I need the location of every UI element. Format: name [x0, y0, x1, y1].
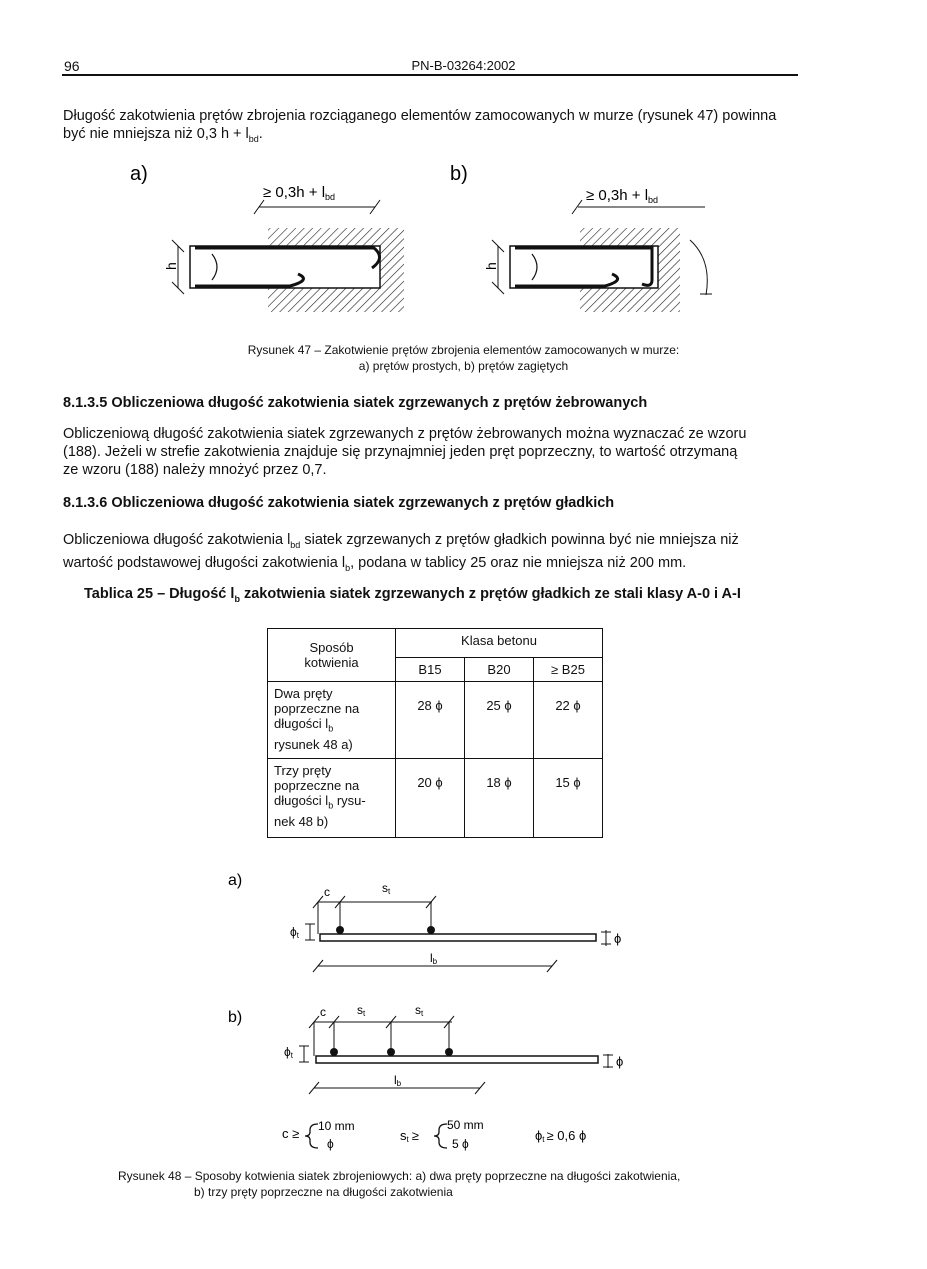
table-row — [268, 682, 603, 759]
fig48b-s-label-2: st — [415, 1003, 424, 1018]
fig48a-s-label: st — [382, 881, 391, 896]
fig48-label-b: b) — [228, 1009, 243, 1026]
table-25 — [267, 628, 603, 838]
section-8135-body — [63, 425, 833, 479]
fig47-caption-line-1: Rysunek 47 – Zakotwienie prętów zbrojenia elementów zamocowanych w murze: — [247, 343, 680, 357]
row1-b25: 22 ϕ — [534, 682, 603, 759]
row1-b20: 25 ϕ — [465, 682, 534, 759]
row2-b15: 20 ϕ — [396, 759, 465, 838]
section-8136-heading: 8.1.3.6 Obliczeniowa długość zakotwienia siatek zgrzewanych z prętów gładkich — [63, 495, 615, 511]
fig47-label-b: b) — [450, 163, 468, 185]
fig48-caption-line-2: b) trzy pręty poprzeczne na długości zakotwienia — [194, 1185, 453, 1199]
cond-c-bottom: ϕ — [327, 1137, 334, 1151]
fig47a-h-label: h — [163, 262, 179, 270]
fig48b-drawing — [284, 1003, 623, 1094]
row2-b25: 15 ϕ — [534, 759, 603, 838]
fig48b-s-label-1: st — [357, 1003, 366, 1018]
header-rule — [62, 74, 798, 76]
fig48a-phi: ϕ — [614, 931, 622, 946]
fig48b-lb: lb — [394, 1073, 402, 1088]
table-25-title: Tablica 25 – Długość $l_b$ zakotwienia siatek zgrzewanych z prętów gładkich ze stali klasy A-0 i A-I — [84, 586, 741, 604]
table-row — [268, 759, 603, 838]
section-8136-body — [63, 531, 833, 577]
fig48b-phi: ϕ — [616, 1054, 624, 1069]
intro-line-2: być nie mniejsza niż 0,3 $h + l_{bd}$. — [63, 126, 263, 144]
section-8136-line-1: Obliczeniowa długość zakotwienia $l_{bd}$ siatek zgrzewanych z prętów gładkich powinna być nie mniejsza niż — [63, 532, 739, 550]
figure-48 — [0, 870, 927, 1160]
cond-s-prefix: st ≥ — [400, 1128, 419, 1144]
fig48-label-a: a) — [228, 872, 243, 889]
figure-48-caption — [118, 1168, 680, 1200]
cond-phi: ϕt ≥ 0,6 ϕ — [535, 1128, 587, 1144]
fig48a-c-label: c — [324, 885, 330, 899]
header-concrete-class: Klasa betonu — [396, 629, 603, 658]
fig48a-phi-t: ϕt — [290, 925, 299, 940]
cond-s-bottom: 5 ϕ — [452, 1137, 469, 1151]
fig48b-phi-t: ϕt — [284, 1045, 293, 1060]
section-8135-heading: 8.1.3.5 Obliczeniowa długość zakotwienia siatek zgrzewanych z prętów żebrowanych — [63, 395, 648, 411]
fig47-caption-line-2: a) prętów prostych, b) prętów zagiętych — [358, 359, 569, 373]
cond-c-top: 10 mm — [318, 1119, 355, 1133]
intro-paragraph — [63, 107, 823, 148]
figure-47 — [0, 150, 927, 340]
fig47b-h-label: h — [483, 262, 499, 270]
row2-label: Trzy pręty poprzeczne na długości $l_b$ rysu- nek 48 b) — [268, 759, 396, 838]
row2-b20: 18 ϕ — [465, 759, 534, 838]
fig47-label-a: a) — [130, 163, 148, 185]
fig48-conditions — [282, 1118, 586, 1151]
standard-code: PN-B-03264:2002 — [411, 58, 516, 73]
header-b15: B15 — [396, 658, 465, 682]
fig47a-dimension: ≥ $0,3h + l_{bd}$ — [263, 184, 336, 202]
fig48a-drawing — [290, 881, 621, 972]
cond-s-top: 50 mm — [447, 1118, 484, 1132]
cond-c-prefix: c ≥ — [282, 1126, 300, 1141]
section-8136-line-2: wartość podstawowej długości zakotwienia $l_b$, podana w tablicy 25 oraz nie mniejsza niż 200 mm. — [63, 554, 687, 573]
fig47a-drawing — [163, 184, 404, 312]
section-8135-line-2: (188). Jeżeli w strefie zakotwienia znajduje się przynajmniej jeden pręt poprzeczny, to wartość otrzymaną — [63, 444, 738, 460]
header-method: Sposób kotwienia — [268, 629, 396, 682]
fig48a-lb: lb — [430, 951, 438, 966]
figure-47-caption — [0, 342, 927, 374]
fig48b-c-label: c — [320, 1005, 326, 1019]
intro-line-1: Długość zakotwienia prętów zbrojenia rozciąganego elementów zamocowanych w murze (rysunek 47) powinna — [63, 108, 777, 124]
header-b20: B20 — [465, 658, 534, 682]
row1-label: Dwa pręty poprzeczne na długości $l_b$ rysunek 48 a) — [268, 682, 396, 759]
page-number: 96 — [64, 58, 80, 74]
fig48-caption-line-1: Rysunek 48 – Sposoby kotwienia siatek zbrojeniowych: a) dwa pręty poprzeczne na długości zakotwienia, — [118, 1169, 681, 1183]
section-8135-line-3: ze wzoru (188) należy mnożyć przez 0,7. — [63, 462, 327, 478]
section-8135-line-1: Obliczeniową długość zakotwienia siatek zgrzewanych z prętów żebrowanych można wyznaczać ze wzoru — [63, 426, 747, 442]
row1-b15: 28 ϕ — [396, 682, 465, 759]
fig47b-drawing — [483, 187, 712, 312]
header-b25: ≥ B25 — [534, 658, 603, 682]
fig47b-dimension: ≥ $0,3h + l_{bd}$ — [586, 187, 659, 205]
